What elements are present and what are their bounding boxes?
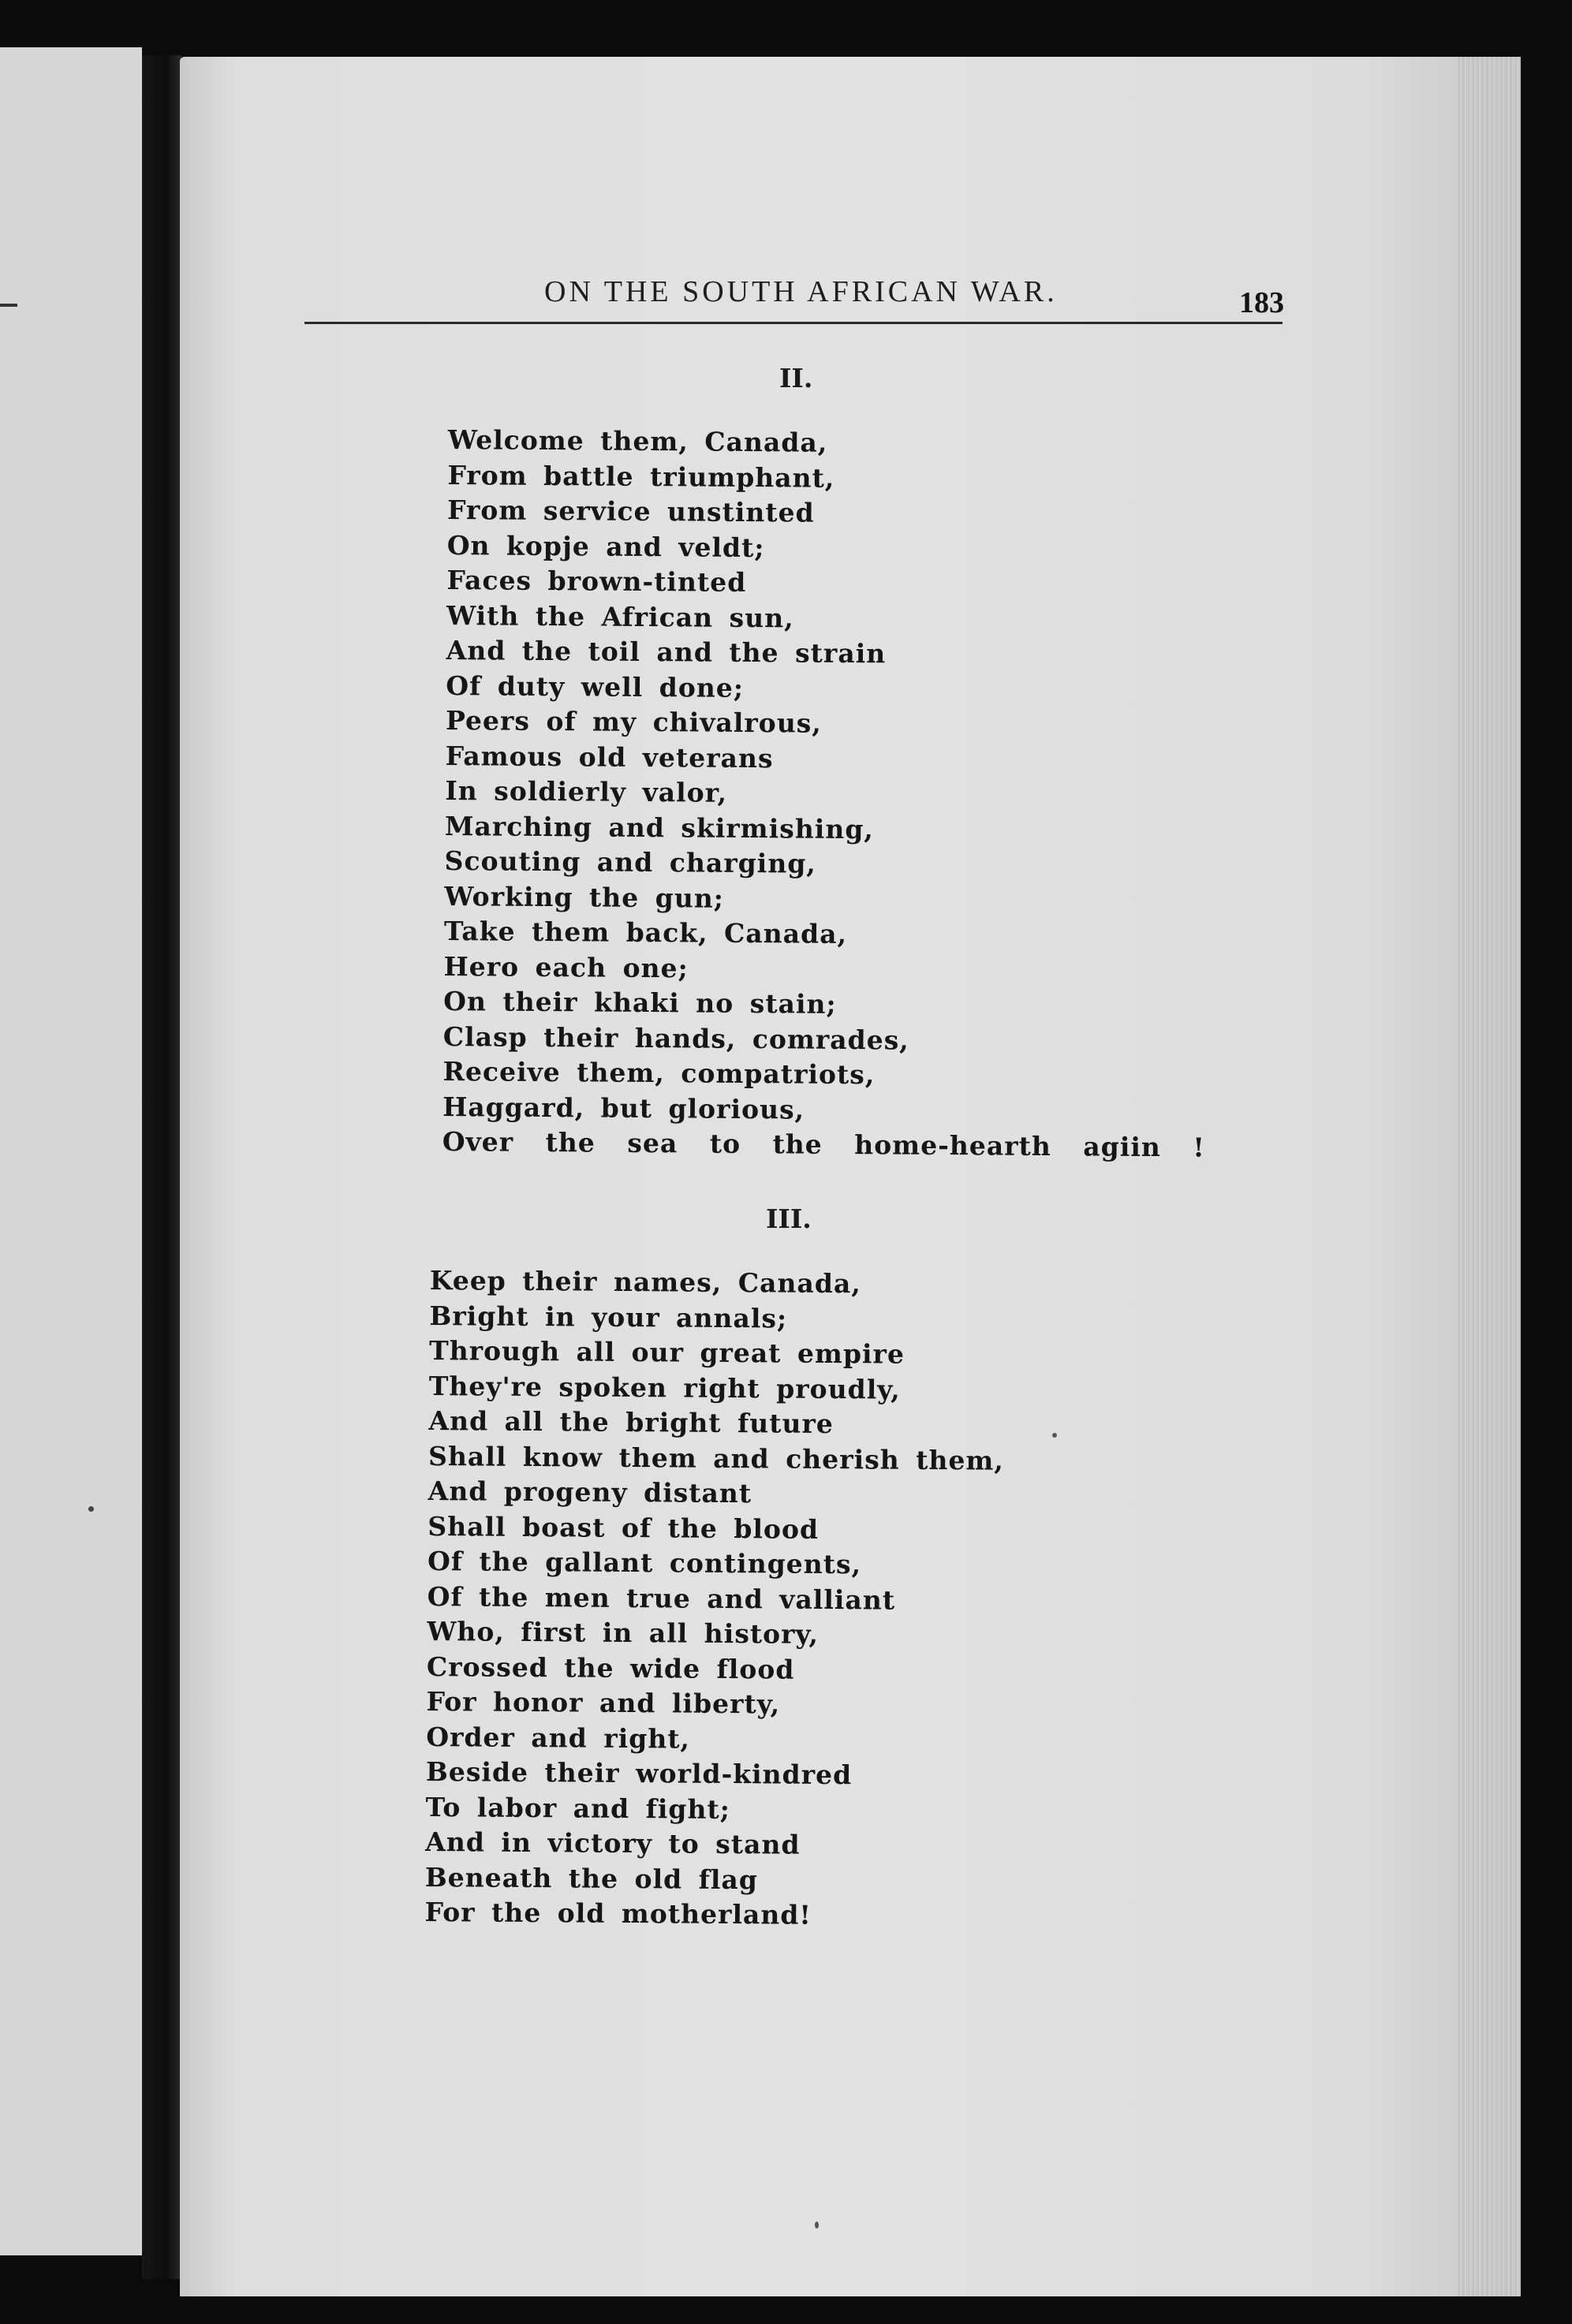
poem-line: Keep their names, Canada, [429, 1264, 861, 1300]
poem-line: Beneath the old flag [424, 1861, 759, 1895]
facing-page-mark [0, 304, 17, 307]
poem-line: On their khaki no stain; [443, 985, 837, 1020]
poem-line: Receive them, compatriots, [442, 1055, 876, 1091]
poem-line: And in victory to stand [425, 1826, 801, 1860]
poem-line: With the African sun, [446, 599, 794, 633]
poem-line: Shall know them and cherish them, [428, 1440, 1005, 1476]
poem-line: And progeny distant [428, 1475, 752, 1509]
poem-line: Welcome them, Canada, [447, 423, 828, 458]
poem-line: From battle triumphant, [447, 459, 835, 494]
stanza-number: III. [766, 1203, 812, 1234]
page-speck [1052, 1433, 1057, 1438]
poem-line: Peers of my chivalrous, [445, 704, 823, 739]
poem-line: Famous old veterans [445, 740, 774, 774]
poem-line: Working the gun; [444, 880, 725, 914]
poem-line: Who, first in all history, [427, 1615, 820, 1650]
facing-page-edge [0, 47, 142, 2255]
poem-line: Faces brown-tinted [446, 564, 747, 598]
poem-line: In soldierly valor, [445, 774, 728, 808]
poem-line: And all the bright future [428, 1404, 835, 1440]
poem-line: Over the sea to the home-hearth agiin ! [442, 1125, 1205, 1163]
poem-line: From service unstinted [446, 494, 815, 528]
book-page [180, 57, 1521, 2296]
poem-line: Order and right, [426, 1721, 691, 1755]
stanza-two-lines [442, 423, 1211, 1166]
poem-line: Beside their world-kindred [425, 1755, 853, 1791]
page-edge-striations [1458, 57, 1521, 2296]
page-speck [815, 2221, 819, 2229]
poem-line: Of the men true and valliant [427, 1580, 896, 1616]
poem-line: Of duty well done; [446, 670, 745, 703]
running-head: ON THE SOUTH AFRICAN WAR. [544, 275, 1058, 308]
poem-line: Hero each one; [443, 950, 689, 983]
poem-line: They're spoken right proudly, [428, 1370, 901, 1405]
page-number: 183 [1239, 286, 1284, 319]
poem-line: Take them back, Canada, [443, 915, 848, 949]
poem-line: Through all our great empire [428, 1334, 905, 1370]
facing-page-speck [88, 1506, 94, 1512]
stanza-number: II. [779, 363, 813, 394]
poem-line: On kopje and veldt; [446, 529, 765, 563]
poem-line: To labor and fight; [425, 1791, 731, 1825]
poem-line: And the toil and the strain [446, 634, 887, 670]
binding-gutter [142, 55, 181, 2279]
poem-line: Marching and skirmishing, [444, 810, 875, 845]
poem-line: Shall boast of the blood [428, 1510, 820, 1545]
poem-line: Crossed the wide flood [426, 1651, 795, 1685]
poem-line: For the old motherland! [424, 1896, 812, 1930]
poem-line: Scouting and charging, [444, 845, 817, 879]
stanza-three-lines [424, 1263, 1005, 1934]
header-rule [304, 322, 1283, 324]
poem-line: Of the gallant contingents, [427, 1545, 862, 1580]
poem-line: Clasp their hands, comrades, [442, 1020, 909, 1056]
poem-line: Haggard, but glorious, [442, 1091, 805, 1125]
poem-line: Bright in your annals; [429, 1300, 788, 1334]
poem-line: For honor and liberty, [426, 1685, 781, 1720]
